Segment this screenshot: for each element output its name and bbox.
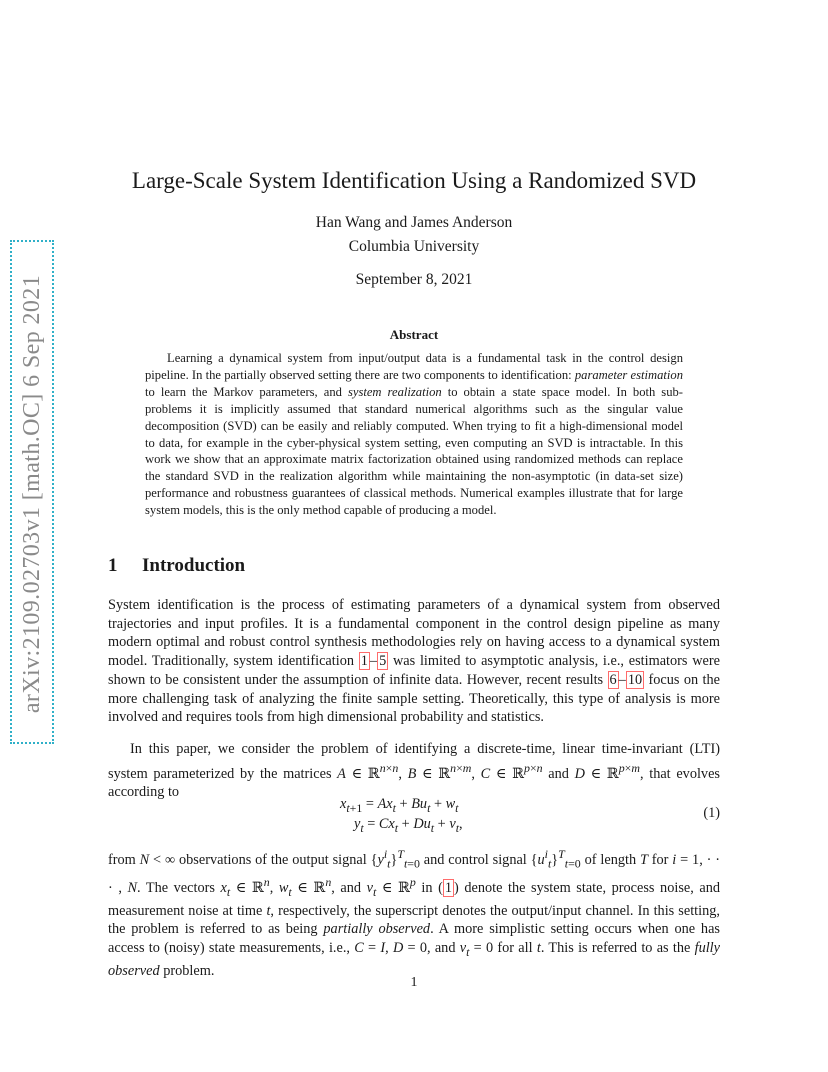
citation-link-10[interactable]: 10: [627, 671, 643, 688]
equation-ref-link[interactable]: 1: [444, 880, 452, 897]
paper-title: Large-Scale System Identification Using a Randomized SVD: [131, 168, 697, 193]
authors: Han Wang and James Anderson: [315, 214, 513, 231]
equation-number: (1): [703, 805, 720, 821]
citation-link-1-5[interactable]: 1: [360, 653, 368, 670]
intro-paragraph-1: System identification is the process of estimating parameters of a dynamical system from observed trajectories and input profiles. It is a fundamental component in the control design pipeline as many modern optimal and robust control synthesis methodologies rely on having access to a dynamical system model. Traditionally, system identification 1 – 5 was limited to asymptotic analysis, i.e., estimators were shown to be consistent under the assumption of infinite data. However, recent results 6 – 10 focus on the more challenging task of analyzing the finite sample setting. Theoretically, this type of analysis is more involved and requires tools from high dimensional probability and statistics.: [108, 597, 721, 726]
date: September 8, 2021: [355, 271, 473, 288]
citation-link-5[interactable]: 5: [379, 653, 387, 670]
abstract-heading: Abstract: [389, 327, 439, 342]
arxiv-identifier[interactable]: arXiv:2109.02703v1 [math.OC] 6 Sep 2021: [19, 274, 45, 714]
section-heading: [108, 555, 245, 577]
section-number: 1: [108, 555, 118, 576]
page-number: 1: [410, 975, 418, 990]
affiliation: Columbia University: [348, 238, 480, 255]
intro-paragraph-3: from N < ∞ observations of the output signal $\{y^i_t\}^T_{t=0}$ and control signal $\{u^i_t\}^T_{t=0}$ of length T for i = 1, · · · , N. The vectors $x_t$ ∈ ℝ$^n$, $w_t$ ∈ ℝ$^n$, and $v_t$ ∈ ℝ$^p$ in ( 1 ) denote the system state, process noise, and measurement noise at time t, respectively, the superscript denotes the output/input channel. In this setting, the problem is referred to as being partially observed. A more simplistic setting occurs when one has access to (noisy) state measurements, i.e., C = I, D = 0, and $v_t = 0$ for all t. This is referred to as the fully observed problem.: [108, 847, 721, 979]
intro-paragraph-2: In this paper, we consider the problem of identifying a discrete-time, linear time-invariant (LTI) system parameterized by the matrices A ∈ ℝ$^{n\times n}$, B ∈ ℝ$^{n\times m}$, C ∈ ℝ$^{p\times n}$ and D ∈ ℝ$^{p\times m}$, that evolves according to: [108, 741, 720, 801]
section-title: Introduction: [142, 555, 246, 576]
abstract-body: Learning a dynamical system from input/output data is a fundamental task in the control design pipeline. In the partially observed setting there are two components to identification: parameter estimation to learn the Markov parameters, and system realization to obtain a state space model. In both sub-problems it is implicitly assumed that standard numerical algorithms such as the singular value decomposition (SVD) can be easily and reliably computed. When trying to fit a high-dimensional model to data, for example in the cyber-physical system setting, even computing an SVD is intractable. In this work we show that an approximate matrix factorization obtained using randomized methods can replace the standard SVD in the realization algorithm while maintaining the non-asymptotic (in data-set size) performance and robustness guarantees of classical methods. Numerical examples illustrate that for large system models, this is the only method capable of producing a model.: [145, 351, 683, 518]
equation-line-output: $y_t = Cx_t + Du_t + v_t$,: [354, 816, 463, 835]
equation-line-state: $x_{t+1} = Ax_t + Bu_t + w_t$: [340, 796, 459, 815]
citation-link-6[interactable]: 6: [609, 671, 617, 688]
equation-1: [108, 794, 720, 838]
